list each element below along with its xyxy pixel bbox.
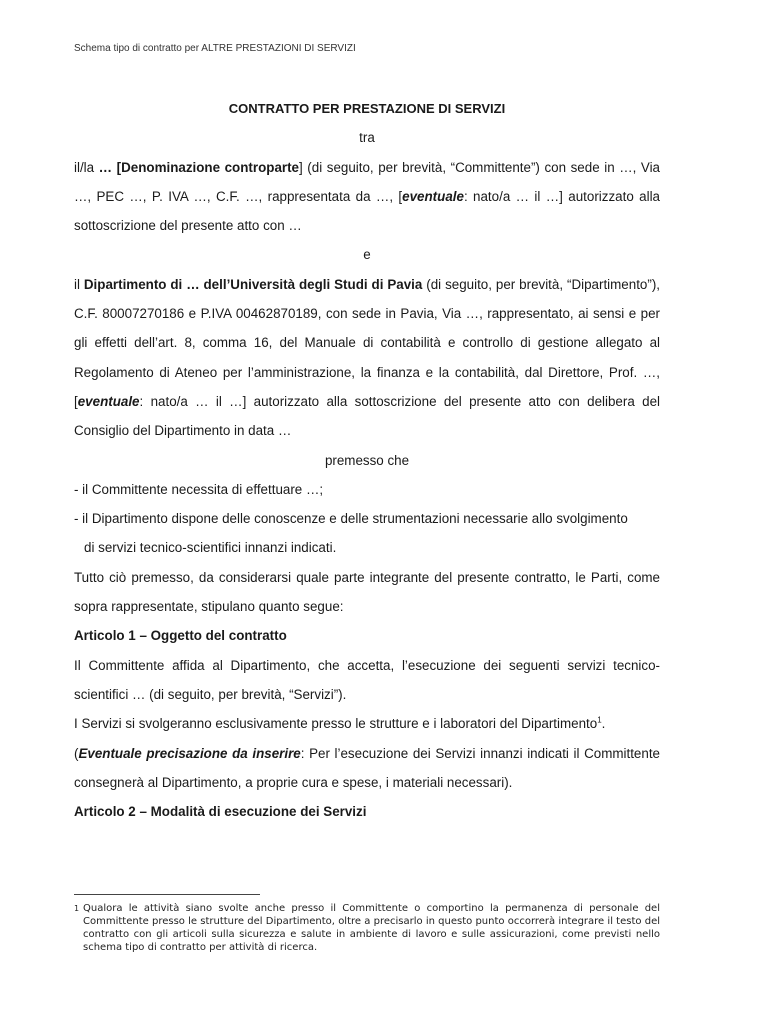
party1-eventuale: eventuale xyxy=(402,188,464,204)
party1-name: … [Denominazione controparte xyxy=(98,159,300,175)
party1-paragraph xyxy=(74,153,660,241)
footnote-ref[interactable]: 1 xyxy=(597,715,602,725)
party2-paragraph xyxy=(74,270,660,446)
e-label: e xyxy=(363,247,371,263)
premise-item-2: - il Dipartimento dispone delle conoscenze e delle strumentazioni necessarie allo svolgimento xyxy=(74,511,628,527)
article-1-para-1: Il Committente affida al Dipartimento, che accetta, l’esecuzione dei seguenti servizi tecnico-scientifici … (di seguito, per brevità, “Servizi”). xyxy=(74,657,660,702)
eventuale-precisazione: Eventuale precisazione da inserire xyxy=(78,745,301,761)
party1-details: ] (di seguito, per brevità, “Committente”) con sede in …, Via …, PEC …, P. IVA …, C.F. …, rappresentata da …, [ xyxy=(74,159,660,204)
party2-name: Dipartimento di … dell’Università degli Studi di Pavia xyxy=(83,276,423,292)
article-1-para-3 xyxy=(74,739,660,798)
premesso-label: premesso che xyxy=(324,452,410,468)
article-1-title: Articolo 1 – Oggetto del contratto xyxy=(74,628,287,644)
party1-post: : nato/a … il …] autorizzato alla sottoscrizione del presente atto con … xyxy=(74,188,660,234)
premise-item-1: - il Committente necessita di effettuare …; xyxy=(74,481,324,497)
document-body xyxy=(74,94,660,826)
party1-pre: il/la xyxy=(74,159,99,175)
tra-label: tra xyxy=(359,130,375,146)
article-1-para-2 xyxy=(74,709,660,738)
party2-eventuale: eventuale xyxy=(77,393,140,409)
footnote-number: 1 xyxy=(74,904,80,913)
footnote xyxy=(74,902,660,954)
footnote-divider xyxy=(74,894,260,895)
party2-details: (di seguito, per brevità, “Dipartimento”), C.F. 80007270186 e P.IVA 00462870189, con sede in Pavia, Via …, rappresentato, ai sensi e per gli effetti dell’art. 8, comma 16, del Manuale di contabilità e controllo di gestione allegato al Regolamento di Ateneo per l’amministrazione, la finanza e la contabilità, dal Direttore, Prof. …, [ xyxy=(74,276,660,409)
footnote-text: Qualora le attività siano svolte anche presso il Committente o comportino la permanenza di personale del Committente presso le strutture del Dipartimento, oltre a precisarlo in questo punto occorrerà integrare il testo del contratto con gli articoli sulla sicurezza e salute in ambiente di lavoro e sulle assicurazioni, come previsti nello schema tipo di contratto per attività di ricerca. xyxy=(83,903,660,953)
article-1-para-3-rest: : Per l’esecuzione dei Servizi innanzi indicati il Committente consegnerà al Dipartimento, a proprie cura e spese, i materiali necessari). xyxy=(74,745,660,790)
article-1-para-2-text: I Servizi si svolgeranno esclusivamente presso le strutture e i laboratori del Dipartimento xyxy=(74,716,598,732)
article-1-para-2-end: . xyxy=(601,716,606,732)
premise-conclusion: Tutto ciò premesso, da considerarsi quale parte integrante del presente contratto, le Parti, come sopra rappresentate, stipulano quanto segue: xyxy=(74,569,660,615)
paren-open: ( xyxy=(74,745,79,761)
article-2-title: Articolo 2 – Modalità di esecuzione dei Servizi xyxy=(74,804,367,820)
page-header: Schema tipo di contratto per ALTRE PRESTAZIONI DI SERVIZI xyxy=(74,43,356,54)
document-title: CONTRATTO PER PRESTAZIONE DI SERVIZI xyxy=(228,101,506,116)
party2-post: : nato/a … il …] autorizzato alla sottoscrizione del presente atto con delibera del Consiglio del Dipartimento in data … xyxy=(74,393,660,439)
party2-pre: il xyxy=(74,276,84,292)
premise-item-2-cont: di servizi tecnico-scientifici innanzi indicati. xyxy=(84,540,337,556)
